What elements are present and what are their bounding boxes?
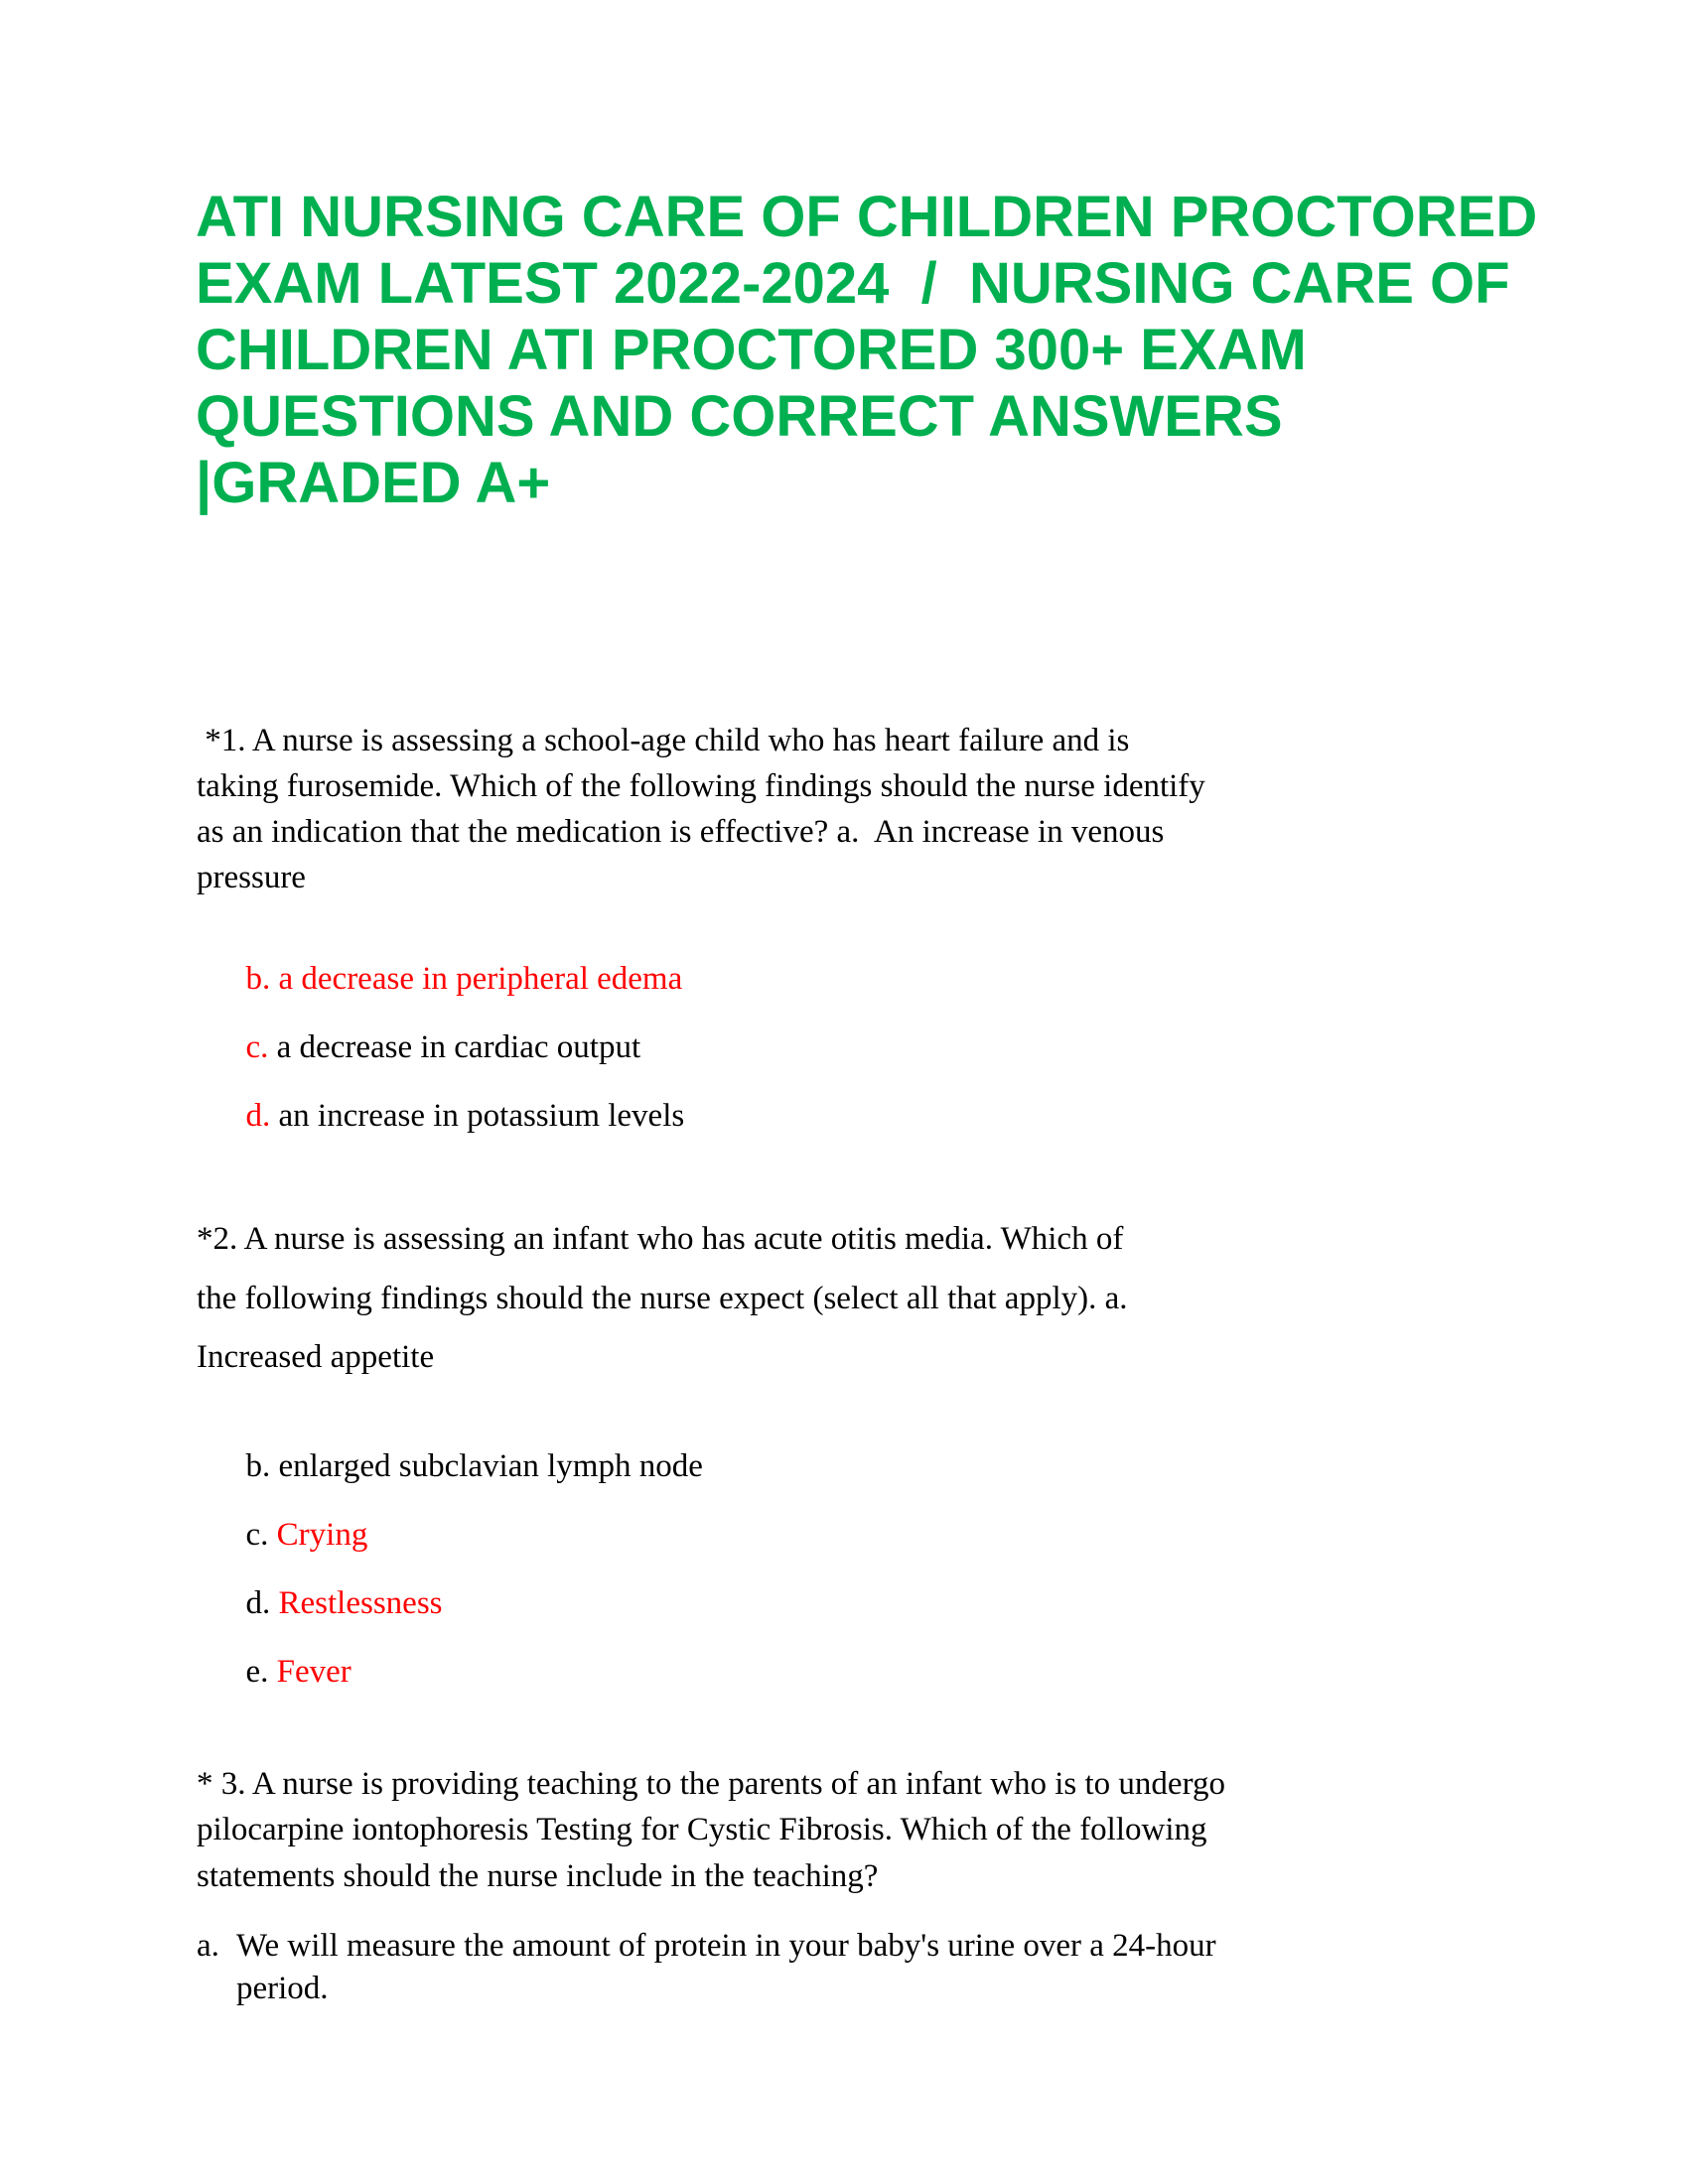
- option-text-correct: a decrease in peripheral edema: [270, 961, 683, 997]
- option-letter: a.: [197, 1928, 219, 1964]
- answer-option-d: [197, 1056, 684, 1175]
- question-stem-line: statements should the nurse include in the teaching?: [197, 1858, 879, 1894]
- question-stem-line: *2. A nurse is assessing an infant who has acute otitis media. Which of: [197, 1221, 1124, 1257]
- option-letter: c.: [245, 1517, 269, 1553]
- question-stem-line: * 3. A nurse is providing teaching to the parents of an infant who is to undergo: [197, 1766, 1225, 1802]
- option-letter: d.: [245, 1585, 271, 1621]
- title-line: |GRADED A+: [196, 451, 551, 515]
- question-stem-line: *1. A nurse is assessing a school-age child who has heart failure and is: [197, 723, 1130, 758]
- option-letter: c.: [245, 1029, 269, 1065]
- option-text-correct: Restlessness: [270, 1585, 443, 1621]
- title-line: QUESTIONS AND CORRECT ANSWERS: [196, 384, 1283, 449]
- title-line: CHILDREN ATI PROCTORED 300+ EXAM: [196, 318, 1307, 382]
- question-stem-line: pressure: [197, 860, 306, 895]
- option-text-line: period.: [236, 1971, 329, 2006]
- answer-option-e: [197, 1612, 352, 1731]
- option-letter: b.: [245, 961, 271, 997]
- option-letter: d.: [245, 1098, 271, 1134]
- document-title: [196, 184, 1538, 516]
- option-text-correct: Crying: [268, 1517, 368, 1553]
- option-text: an increase in potassium levels: [270, 1098, 685, 1134]
- question-stem-line: the following findings should the nurse expect (select all that apply). a.: [197, 1281, 1128, 1316]
- question-stem-line: as an indication that the medication is effective? a. An increase in venous: [197, 814, 1165, 850]
- question-stem-line: pilocarpine iontophoresis Testing for Cystic Fibrosis. Which of the following: [197, 1812, 1207, 1847]
- option-text-correct: Fever: [268, 1654, 352, 1690]
- option-letter: e.: [245, 1654, 269, 1690]
- option-letter: b.: [245, 1448, 271, 1484]
- question-stem-line: Increased appetite: [197, 1339, 435, 1375]
- title-line: EXAM LATEST 2022-2024 / NURSING CARE OF: [196, 251, 1510, 316]
- title-line: ATI NURSING CARE OF CHILDREN PROCTORED: [196, 185, 1538, 249]
- option-text-line: We will measure the amount of protein in your baby's urine over a 24-hour: [236, 1928, 1216, 1964]
- option-text: enlarged subclavian lymph node: [270, 1448, 703, 1484]
- question-stem-line: taking furosemide. Which of the following findings should the nurse identify: [197, 768, 1205, 804]
- option-text: a decrease in cardiac output: [268, 1029, 641, 1065]
